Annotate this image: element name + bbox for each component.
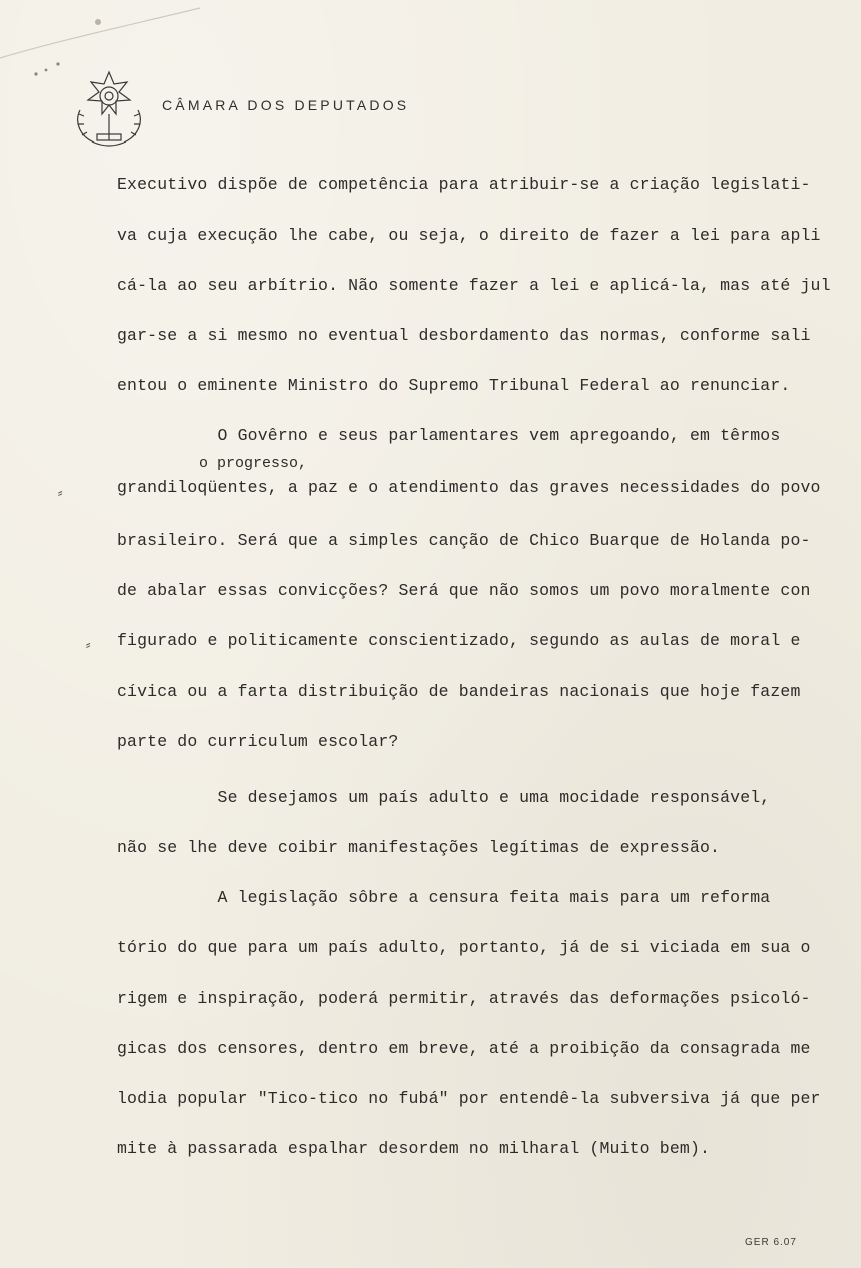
text-line: Executivo dispõe de competência para atribuir-se a criação legislati- — [117, 175, 811, 194]
form-code: GER 6.07 — [745, 1237, 797, 1248]
text-line: parte do curriculum escolar? — [117, 732, 399, 751]
text-line: va cuja execução lhe cabe, ou seja, o direito de fazer a lei para apli — [117, 226, 821, 245]
interlinear-insertion: o progresso, — [199, 455, 308, 472]
margin-mark: ⸗ — [56, 486, 65, 502]
letterhead — [70, 66, 570, 152]
text-line: entou o eminente Ministro do Supremo Tribunal Federal ao renunciar. — [117, 376, 791, 395]
coat-of-arms-icon — [70, 66, 148, 150]
margin-mark: ⸗ — [84, 638, 93, 654]
text-line: rigem e inspiração, poderá permitir, através das deformações psicoló- — [117, 989, 811, 1008]
text-line: gicas dos censores, dentro em breve, até a proibição da consagrada me — [117, 1039, 811, 1058]
text-line: figurado e politicamente conscientizado, segundo as aulas de moral e — [117, 631, 801, 650]
text-line: de abalar essas convicções? Será que não somos um povo moralmente con — [117, 581, 811, 600]
text-line: lodia popular "Tico-tico no fubá" por entendê-la subversiva já que per — [117, 1089, 821, 1108]
text-line: grandiloqüentes, a paz e o atendimento das graves necessidades do povo — [117, 478, 821, 497]
letterhead-title: CÂMARA DOS DEPUTADOS — [162, 97, 410, 113]
text-line: cá-la ao seu arbítrio. Não somente fazer a lei e aplicá-la, mas até jul — [117, 276, 831, 295]
text-line: gar-se a si mesmo no eventual desbordamento das normas, conforme sali — [117, 326, 811, 345]
text-line: não se lhe deve coibir manifestações legítimas de expressão. — [117, 838, 721, 857]
text-line: cívica ou a farta distribuição de bandeiras nacionais que hoje fazem — [117, 682, 801, 701]
text-line: tório do que para um país adulto, portanto, já de si viciada em sua o — [117, 938, 811, 957]
text-line: Se desejamos um país adulto e uma mocidade responsável, — [117, 788, 771, 807]
text-line: A legislação sôbre a censura feita mais para um reforma — [117, 888, 771, 907]
text-line: mite à passarada espalhar desordem no milharal (Muito bem). — [117, 1139, 711, 1158]
text-line: brasileiro. Será que a simples canção de Chico Buarque de Holanda po- — [117, 531, 811, 550]
text-line: O Govêrno e seus parlamentares vem apregoando, em têrmos — [117, 426, 781, 445]
